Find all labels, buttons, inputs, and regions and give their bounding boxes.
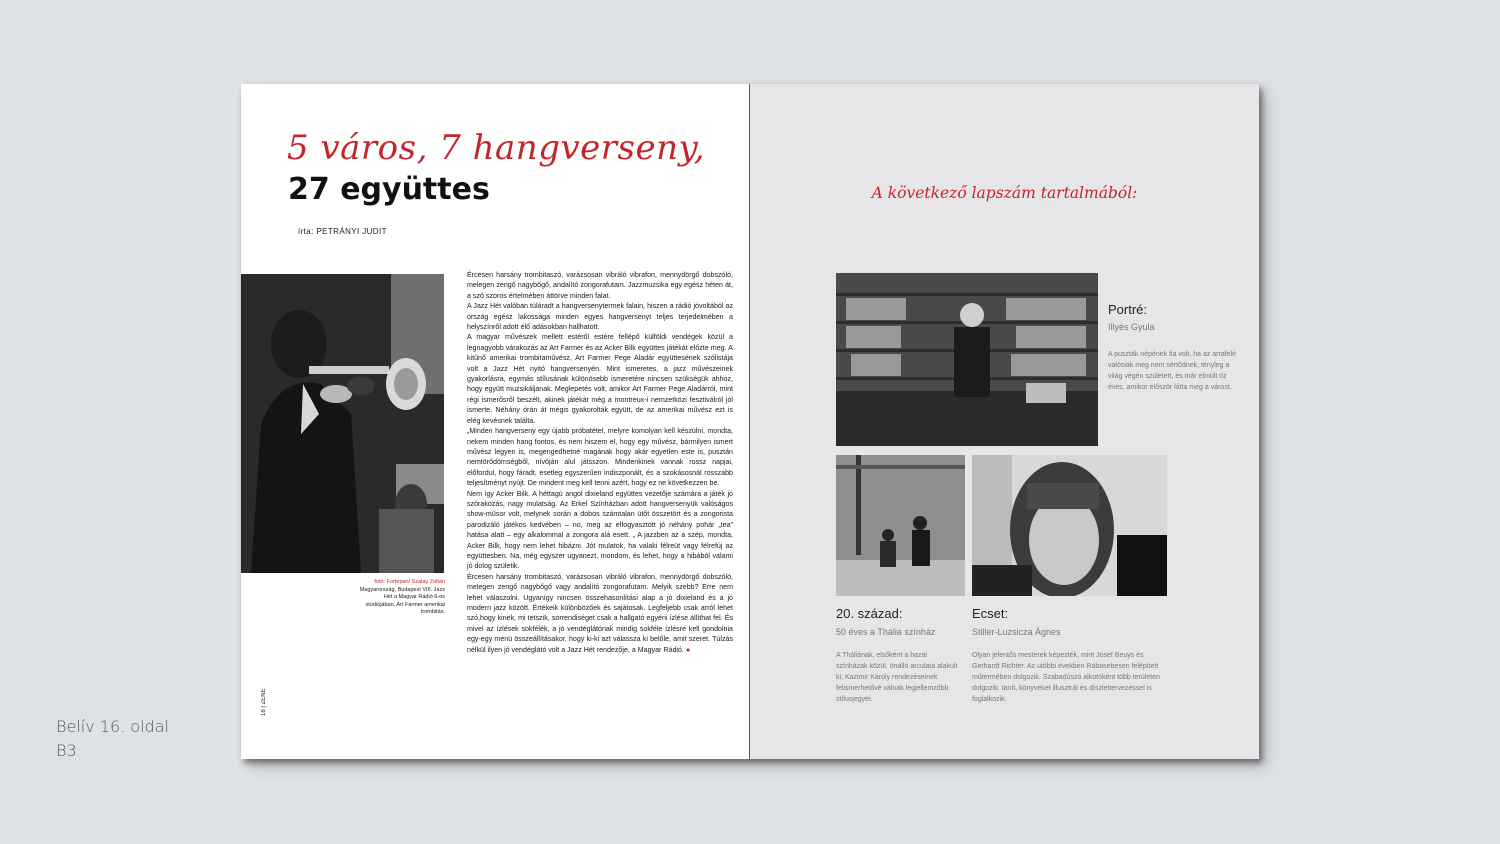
article-paragraph: A magyar művészek mellett estéről estére fellépő külföldi vendégek közül a legnagyobb várakozás az Art Farmer és az Acker Bilk együttes játékát előzte meg. A kitűnő amerikai trombitaművész, Art Farmer Pege Aladár együttesének szólistája volt a Jazz Hét nyitó hangversenyén. Mint ismeretes, a jazz művészeinek gyakorlásra, egymás stílusának különösebb ismeretére nincsen szükségük ahhoz, hogy együtt muzsikáljanak. Meglepetés volt, amikor Art Farmer Pege Aladárról, mint régi ismerősről beszélt, akinek játékát még a montreux-i nemzetközi fesztiválról jól ismerte. Néhány órán át mégis gyakorolták együtt, de az amerikai művész ezt is elég kevésnek találta. — [467, 333, 733, 425]
photo-theatre — [836, 455, 965, 596]
item-3-subtitle: Stiller-Luzsicza Ágnes — [972, 627, 1061, 637]
photo-credit-source: fotó: Fortepan/ Szalay Zoltán — [374, 579, 445, 585]
magazine-spread — [241, 84, 1259, 759]
article-title-red: 5 város, 7 hangverseny, — [287, 128, 706, 168]
trumpeter-illustration — [241, 274, 444, 573]
next-issue-heading: A következő lapszám tartalmából: — [871, 184, 1138, 202]
article-body — [467, 270, 733, 655]
item-2-description: A Tháliának, elsőként a hazai színházak közül, önálló arculata alakult ki; Kazimir Károly rendezéseinek felismerhetővé válnak legjellemzőbb stílusjegyei. — [836, 652, 958, 703]
photo-trumpeter — [241, 274, 444, 573]
photo-artist-portrait — [972, 455, 1167, 596]
article-paragraph — [467, 572, 733, 655]
caption-line-1: Belív 16. oldal — [56, 717, 169, 736]
article-paragraph: Ércesen harsány trombitaszó, varázsosan vibráló vibrafon, mennydörgő dobszóló, melegen zengő nagybőgő, andalító zongorafutam. Jazzmuzsika egy egész héten át, a szó szoros értelmében áttörve minden falat. — [467, 271, 733, 300]
end-mark-icon: ● — [685, 645, 691, 654]
photo-portrait-library — [836, 273, 1098, 446]
mockup-caption — [56, 715, 169, 763]
theatre-illustration — [836, 455, 965, 596]
item-2-subtitle: 50 éves a Thália színház — [836, 627, 936, 637]
page-tag: 18 | ZENE — [261, 688, 267, 716]
byline: írta: PETRÁNYI JUDIT — [298, 227, 387, 236]
article-title-black: 27 együttes — [288, 172, 490, 207]
item-1-description: A puszták népének fia volt, ha az arrafelé valósiak meg nem sértődnek, tényleg a világ végén született, és már elmúlt tíz éves, amikor először látta meg a várost. — [1108, 351, 1237, 391]
item-1-subtitle: Illyés Gyula — [1108, 322, 1155, 332]
caption-line-2: B3 — [56, 741, 77, 760]
item-2-title: 20. század: — [836, 606, 903, 621]
library-illustration — [836, 273, 1098, 446]
left-page — [241, 84, 749, 759]
article-paragraph: Nem így Acker Bilk. A héttagú angol dixieland együttes vezetője számára a játék jó szórakozás, nagy mulatság. Az Erkel Színházban adott hangversenyük valóságos show-műsor volt, melynek során a dobos számtalan ütőt összetört és a zongorista parodizáló játékos kedvében – no, meg az elfogyasztott jó néhány pohár „tea” hatása alatt – egy alkalommal a zongora alá esett. „ A jazzben az a szép, mondta, Acker Bilk, hogy nem lehet hibázni. Jót mulatok, ha valaki félreüt vagy félrefúj az együttesben. Na, még egyszer ugyanezt, mondom, és lehet, hogy a hibából valami jó dolog születik. — [467, 489, 733, 571]
item-1-title: Portré: — [1108, 302, 1148, 317]
article-paragraph: „Minden hangverseny egy újabb próbatétel, melyre komolyan kell készülni, mondta, nekem minden hang fontos, és nem hiszem el, hogy egy művész, bármilyen ismert művész legyen is, megengedhetné magának hogy akár egyetlen este is, pusztán nemtörődömségből, nívóján alul játsszon. Mindenkinek vannak rossz napjai, előfordul, hogy fáradt, esetleg egyszerűen indiszponált, és a szokásosnál rosszabb teljesítményt nyújt. De mindent meg kell tenni azért, hogy ez ne következzen be. — [467, 427, 733, 488]
item-3-title: Ecset: — [972, 606, 1009, 621]
photo-credit — [359, 579, 445, 617]
article-paragraph: A Jazz Hét valóban túláradt a hangversenytermek falain, hiszen a rádió jóvoltából az ország egész lakossága minden egyes hangversenyt teljes terjedelmében a helyszínről adott élő adásokban hallhatott. — [467, 302, 733, 332]
article-paragraph-text: Ércesen harsány trombitaszó, varázsosan vibráló vibrafon, mennydörgő dobszóló, melegen zengő nagybőgő vagy andalító zongorafutam. Melyik szebb? Erre nem lehet válaszolni. Ugyanígy nincsen összehasonlítási alap a jó dixieland és a jó modern jazz között. Értékeik különbözőek és sajátosak. Legfeljebb csak arról lehet szó,hogy kinek, mi tetszik, sorrendiséget csak a hallgató egyéni ízlése állíthat fel. És mivel az ízlések sokfélék, a jó vendéglátónak mindig sokféle ízlésre kell gondolnia egy-egy menü összeállításakor, hogy ki-ki azt válassza ki belőle, amit szeret. Túlzás nélkül ilyen jó vendéglátó volt a Jazz Hét rendezője, a Magyar Rádió. — [467, 572, 733, 654]
right-page — [750, 84, 1259, 759]
photo-credit-text: Magyarország, Budapest VIII. Jazz Hét a Magyar Rádió 6-os stúdiójában, Art Farmer amerikai trombitás. — [359, 586, 445, 615]
item-3-description: Olyan jelentős mesterek képezték, mint Josef Beuys és Gerhardt Richter. Az utóbbi években Rábasebesen felépített műtermében dolgozik. Szabadúszó alkotóként több területen dolgozik: tanít, könyveket illusztrál és díszlettervezéssel is foglalkozik. — [972, 652, 1160, 703]
artist-portrait-illustration — [972, 455, 1167, 596]
